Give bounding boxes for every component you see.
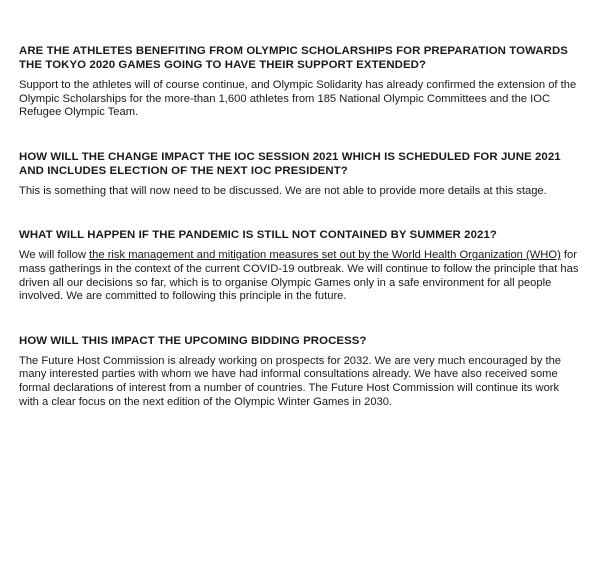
faq-answer-text: We will follow bbox=[19, 249, 90, 262]
faq-section-bidding bbox=[19, 334, 579, 409]
faq-answer: This is something that will now need to be discussed. We are not able to provide more details at this stage. bbox=[19, 184, 547, 197]
faq-section-pandemic bbox=[19, 228, 579, 303]
faq-question: HOW WILL THE CHANGE IMPACT THE IOC SESSION 2021 WHICH IS SCHEDULED FOR JUNE 2021 AND INCLUDES ELECTION OF THE NEXT IOC PRESIDENT? bbox=[19, 150, 561, 177]
faq-section-ioc-session bbox=[19, 150, 579, 199]
faq-answer bbox=[19, 249, 579, 303]
faq-document bbox=[19, 44, 579, 409]
faq-answer: The Future Host Commission is already working on prospects for 2032. We are very much encouraged by the many interested parties with whom we have had informal consultations already. We have also received some formal declarations of interest from a number of countries. The Future Host Commission will continue its work with a clear focus on the next edition of the Olympic Winter Games in 2030. bbox=[19, 354, 562, 408]
faq-question: ARE THE ATHLETES BENEFITING FROM OLYMPIC SCHOLARSHIPS FOR PREPARATION TOWARDS THE TOKYO 2020 GAMES GOING TO HAVE THEIR SUPPORT EXTENDED? bbox=[19, 45, 568, 71]
faq-question: HOW WILL THIS IMPACT THE UPCOMING BIDDING PROCESS? bbox=[19, 334, 367, 347]
faq-answer: Support to the athletes will of course continue, and Olympic Solidarity has already confirmed the extension of the Olympic Scholarships for the more-than 1,600 athletes from 185 National Olympic Committees and the IOC Refugee Olympic Team. bbox=[19, 79, 577, 119]
faq-question: WHAT WILL HAPPEN IF THE PANDEMIC IS STILL NOT CONTAINED BY SUMMER 2021? bbox=[19, 229, 497, 242]
faq-section-scholarships bbox=[19, 44, 579, 120]
who-measures-link[interactable]: the risk management and mitigation measures set out by the World Health Organization (WHO) bbox=[89, 249, 561, 262]
faq-answer-text: for mass gatherings in the context of the current COVID-19 outbreak. We will continue to follow the principle that has driven all our decisions so far, which is to organise Olympic Games only in a safe environment for all people involved. We are committed to following this principle in the future. bbox=[19, 249, 579, 303]
